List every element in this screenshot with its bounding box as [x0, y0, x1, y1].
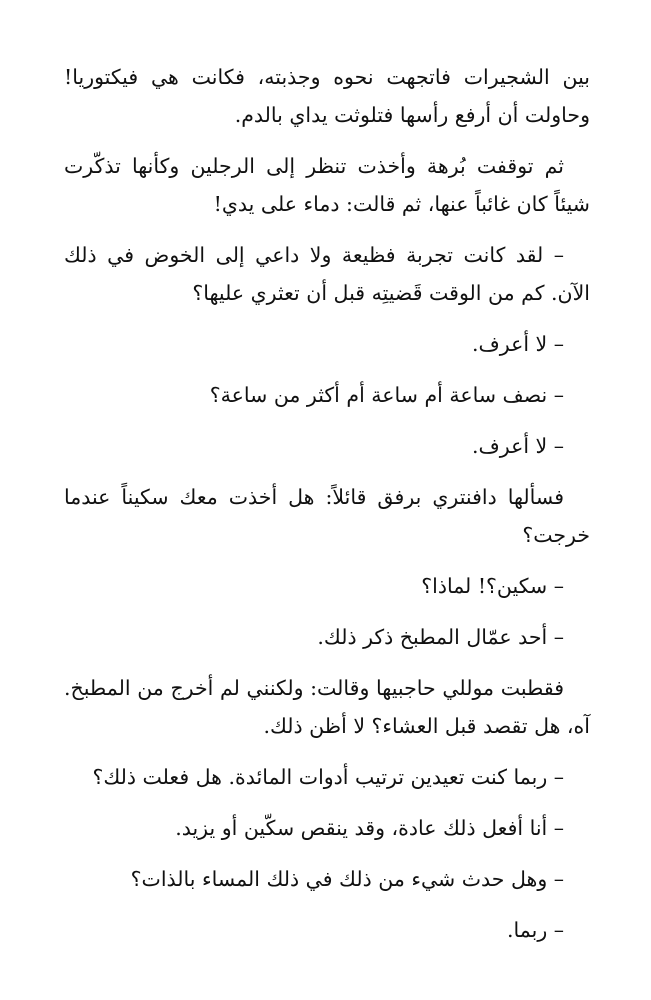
dialogue-line-3: – نصف ساعة أم ساعة أم أكثر من ساعة؟	[209, 383, 564, 407]
paragraph-1: بين الشجيرات فاتجهت نحوه وجذبته، فكانت هي فيكتوريا! وحاولت أن أرفع رأسها فتلوثت يداي بالدم.	[64, 65, 590, 127]
dialogue-line-1: – لقد كانت تجربة فظيعة ولا داعي إلى الخوض في ذلك الآن. كم من الوقت قَضيتِه قبل أن تعثري عليها؟	[64, 243, 590, 305]
paragraph-2: ثم توقفت بُرهة وأخذت تنظر إلى الرجلين وكأنها تذكّرت شيئاً كان غائباً عنها، ثم قالت: دماء على يدي!	[64, 154, 590, 216]
dialogue-line-9: – وهل حدث شيء من ذلك في ذلك المساء بالذات؟	[130, 867, 564, 891]
paragraph-4: فقطبت موللي حاجبيها وقالت: ولكنني لم أخرج من المطبخ. آه، هل تقصد قبل العشاء؟ لا أظن ذلك.	[64, 676, 590, 738]
dialogue-line-4: – لا أعرف.	[472, 434, 564, 458]
dialogue-line-7: – ربما كنت تعيدين ترتيب أدوات المائدة. هل فعلت ذلك؟	[92, 765, 564, 789]
dialogue-line-2: – لا أعرف.	[472, 332, 564, 356]
dialogue-line-8: – أنا أفعل ذلك عادة، وقد ينقص سكّين أو يزيد.	[175, 816, 564, 840]
book-page	[64, 58, 590, 962]
dialogue-line-6: – أحد عمّال المطبخ ذكر ذلك.	[317, 625, 564, 649]
dialogue-line-10: – ربما.	[507, 918, 564, 942]
dialogue-line-5: – سكين؟! لماذا؟	[421, 574, 564, 598]
paragraph-3: فسألها دافنتري برفق قائلاً: هل أخذت معك سكيناً عندما خرجت؟	[64, 485, 590, 547]
